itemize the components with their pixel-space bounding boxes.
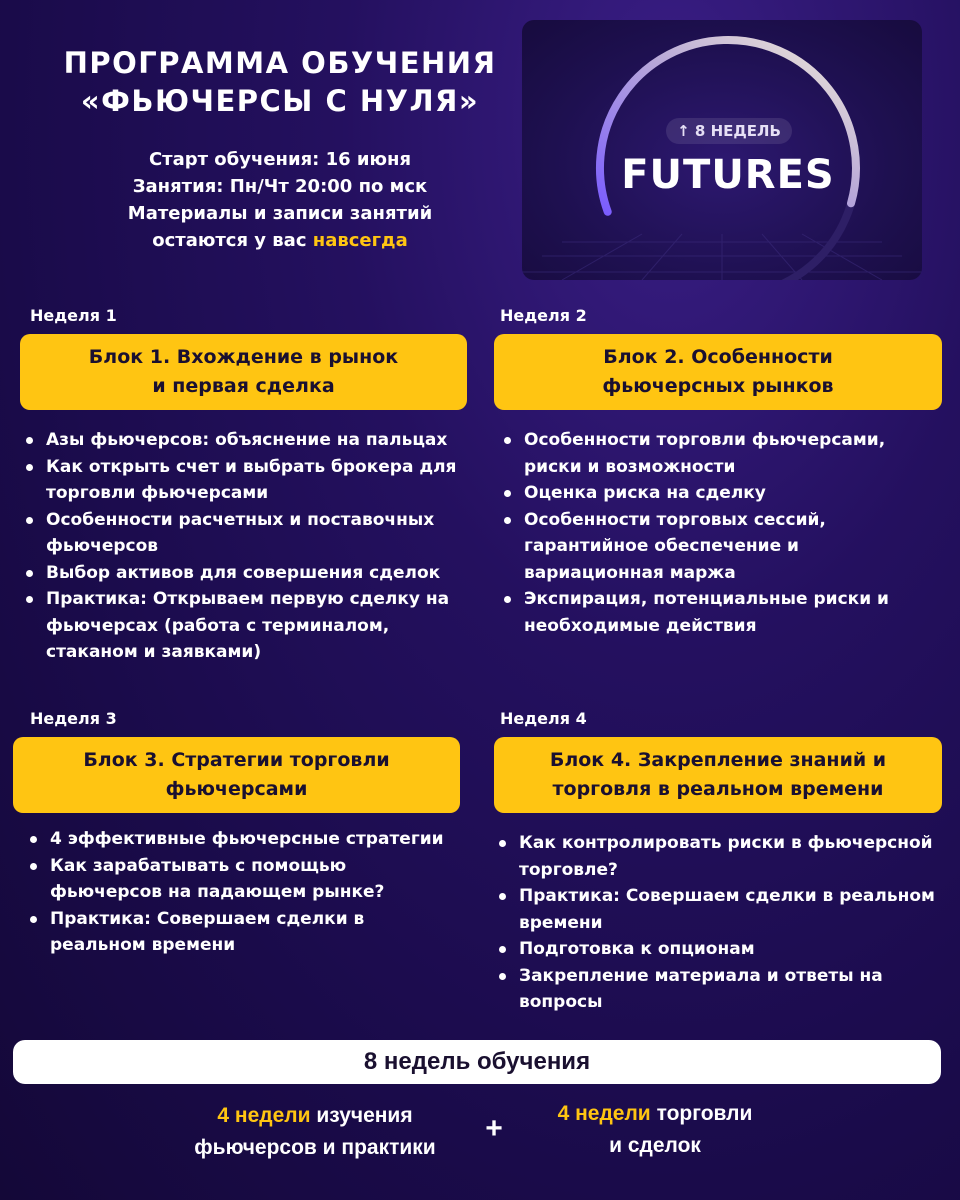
block-4-title-line-2: торговля в реальном времени	[552, 778, 884, 800]
block-3-header	[13, 737, 460, 813]
list-item: Оценка риска на сделку	[502, 480, 932, 507]
block-2-title-line-1: Блок 2. Особенности	[603, 346, 833, 368]
list-item: Практика: Совершаем сделки в реальном времени	[497, 883, 942, 936]
list-item: 4 эффективные фьючерсные стратегии	[28, 826, 458, 853]
summary-left	[150, 1100, 480, 1164]
block-1-list	[24, 427, 464, 666]
block-4-header	[494, 737, 942, 813]
grid-floor	[522, 234, 922, 280]
materials-line-2	[60, 227, 500, 254]
title-line-2: «ФЬЮЧЕРСЫ С НУЛЯ»	[80, 84, 480, 118]
summary-right-line-2: и сделок	[609, 1134, 701, 1157]
title-line-1: ПРОГРАММА ОБУЧЕНИЯ	[63, 46, 497, 80]
list-item: Как контролировать риски в фьючерсной торговле?	[497, 830, 942, 883]
progress-ring	[522, 20, 922, 280]
summary-right-rest: торговли	[656, 1102, 753, 1125]
summary-left-line-1	[150, 1100, 480, 1132]
block-3-title-line-1: Блок 3. Стратегии торговли	[83, 749, 390, 771]
list-item: Особенности торговли фьючерсами, риски и возможности	[502, 427, 932, 480]
week-4-label: Неделя 4	[500, 709, 587, 728]
materials-highlight: навсегда	[312, 230, 408, 251]
block-2-list	[502, 427, 932, 639]
week-1-label: Неделя 1	[30, 306, 117, 325]
block-4-title-line-1: Блок 4. Закрепление знаний и	[549, 749, 887, 771]
block-4-list	[497, 830, 942, 1016]
summary-right-highlight: 4 недели	[557, 1102, 651, 1125]
list-item: Как открыть счет и выбрать брокера для торговли фьючерсами	[24, 454, 464, 507]
plus-sign: +	[485, 1112, 503, 1145]
block-3-title-line-2: фьючерсами	[165, 778, 308, 800]
summary-left-highlight: 4 недели	[217, 1104, 311, 1127]
schedule: Занятия: Пн/Чт 20:00 по мск	[132, 176, 428, 197]
list-item: Подготовка к опционам	[497, 936, 942, 963]
list-item: Выбор активов для совершения сделок	[24, 560, 464, 587]
page-title	[30, 44, 530, 120]
week-3-label: Неделя 3	[30, 709, 117, 728]
list-item: Как зарабатывать с помощью фьючерсов на падающем рынке?	[28, 853, 458, 906]
hero-graphic	[522, 20, 922, 280]
block-2-title-line-2: фьючерсных рынков	[602, 375, 834, 397]
block-2-header	[494, 334, 942, 410]
block-1-header	[20, 334, 467, 410]
list-item: Особенности расчетных и поставочных фьючерсов	[24, 507, 464, 560]
summary-right-line-1	[505, 1098, 805, 1130]
start-date: Старт обучения: 16 июня	[148, 149, 412, 170]
course-info	[60, 146, 500, 254]
weeks-badge: ↑ 8 НЕДЕЛЬ	[666, 118, 792, 144]
week-2-label: Неделя 2	[500, 306, 587, 325]
summary-left-rest: изучения	[316, 1104, 413, 1127]
summary-title: 8 недель обучения	[13, 1040, 941, 1084]
futures-word: FUTURES	[621, 152, 835, 198]
list-item: Особенности торговых сессий, гарантийное обеспечение и вариационная маржа	[502, 507, 932, 587]
list-item: Закрепление материала и ответы на вопросы	[497, 963, 942, 1016]
list-item: Азы фьючерсов: объяснение на пальцах	[24, 427, 464, 454]
materials-prefix: остаются у вас	[152, 230, 307, 251]
block-3-list	[28, 826, 458, 959]
materials-line-1: Материалы и записи занятий	[127, 203, 433, 224]
summary-left-line-2: фьючерсов и практики	[194, 1136, 436, 1159]
list-item: Практика: Совершаем сделки в реальном времени	[28, 906, 458, 959]
summary-right	[505, 1098, 805, 1162]
list-item: Практика: Открываем первую сделку на фьючерсах (работа с терминалом, стаканом и заявками)	[24, 586, 464, 666]
block-1-title-line-1: Блок 1. Вхождение в рынок	[88, 346, 399, 368]
list-item: Экспирация, потенциальные риски и необходимые действия	[502, 586, 932, 639]
block-1-title-line-2: и первая сделка	[152, 375, 335, 397]
